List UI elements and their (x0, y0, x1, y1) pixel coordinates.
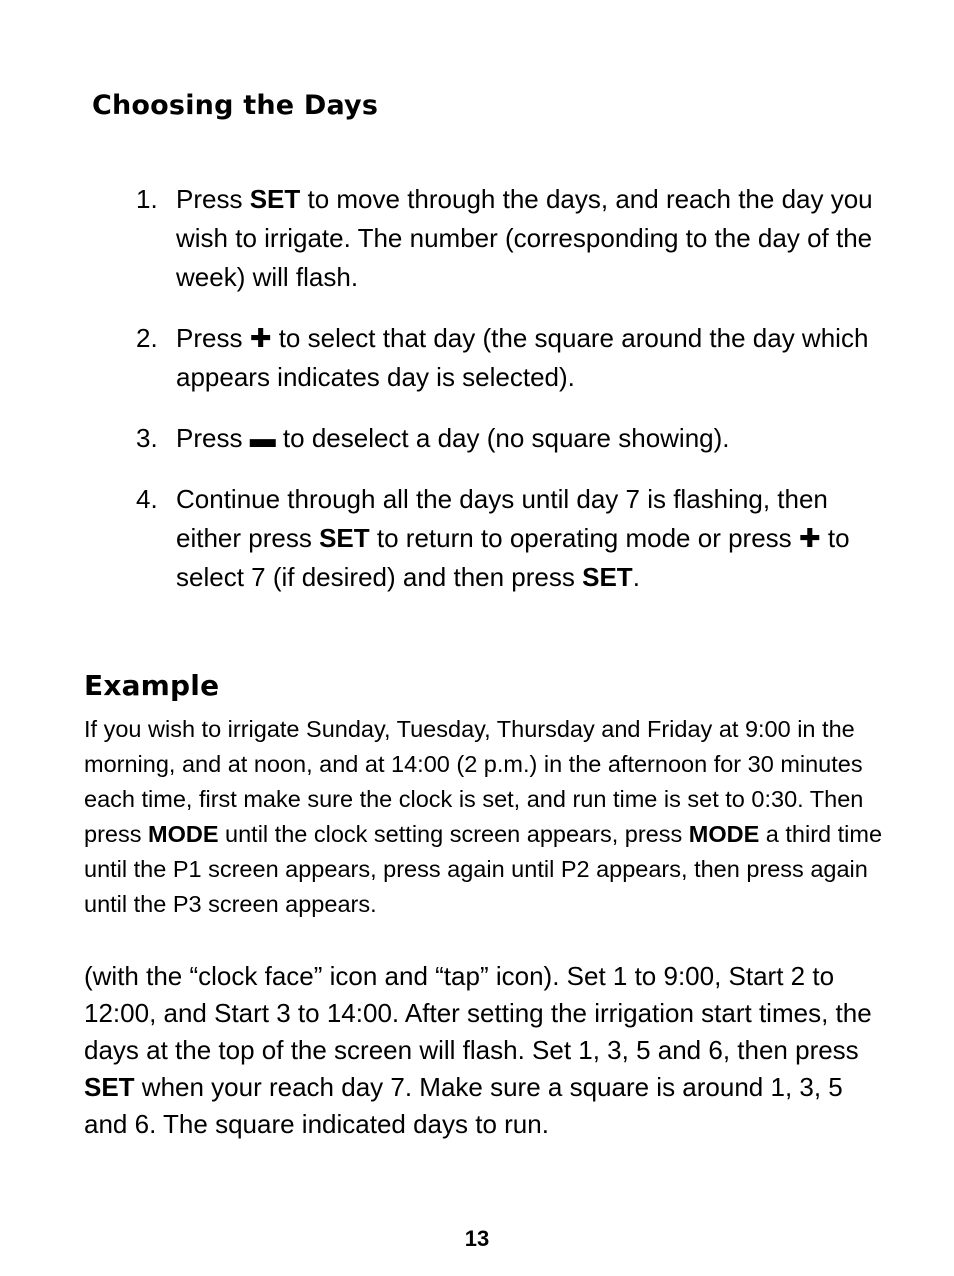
step-item (136, 319, 876, 397)
step-number: 3. (136, 423, 158, 453)
step-item (136, 419, 876, 458)
example-paragraph: (with the “clock face” icon and “tap” icon). Set 1 to 9:00, Start 2 to 12:00, and Start 3 to 14:00. After setting the irrigation start times, the days at the top of the screen will flash. Set 1, 3, 5 and 6, then press SET when your reach day 7. Make sure a square is around 1, 3, 5 and 6. The square indicated days to run. (84, 961, 872, 1139)
section-title-choosing-days: Choosing the Days (92, 90, 379, 121)
page-number: 13 (464, 1226, 490, 1251)
example-paragraph: If you wish to irrigate Sunday, Tuesday, Thursday and Friday at 9:00 in the morning, and at noon, and at 14:00 (2 p.m.) in the afternoon for 30 minutes each time, first make sure the clock is set, and run time is set to 0:30. Then press MODE until the clock setting screen appears, press MODE a third time until the P1 screen appears, press again until P2 appears, then press again until the P3 screen appears. (84, 716, 883, 917)
section-title-example: Example (84, 669, 220, 702)
button-symbol: ✚ (249, 323, 272, 353)
step-item (136, 480, 876, 597)
step-number: 4. (136, 484, 158, 514)
bold-keyword: SET (319, 523, 370, 553)
step-number: 2. (136, 323, 158, 353)
step-text: Continue through all the days until day 7 is flashing, then either press SET to return to operating mode or press ✚ to select 7 (if desired) and then press SET. (176, 484, 850, 592)
bold-keyword: SET (582, 562, 633, 592)
step-text: Press ✚ to select that day (the square around the day which appears indicates day is selected). (176, 323, 869, 392)
step-text: Press ▬ to deselect a day (no square showing). (176, 423, 730, 453)
button-symbol: ▬ (249, 423, 276, 453)
bold-keyword: SET (249, 184, 301, 214)
steps-list (136, 180, 876, 619)
bold-keyword: MODE (148, 821, 219, 847)
button-symbol: ✚ (798, 523, 821, 553)
step-item (136, 180, 876, 297)
step-text: Press SET to move through the days, and reach the day you wish to irrigate. The number (corresponding to the day of the week) will flash. (176, 184, 873, 292)
step-number: 1. (136, 184, 158, 214)
bold-keyword: MODE (688, 821, 760, 847)
bold-keyword: SET (84, 1072, 135, 1102)
